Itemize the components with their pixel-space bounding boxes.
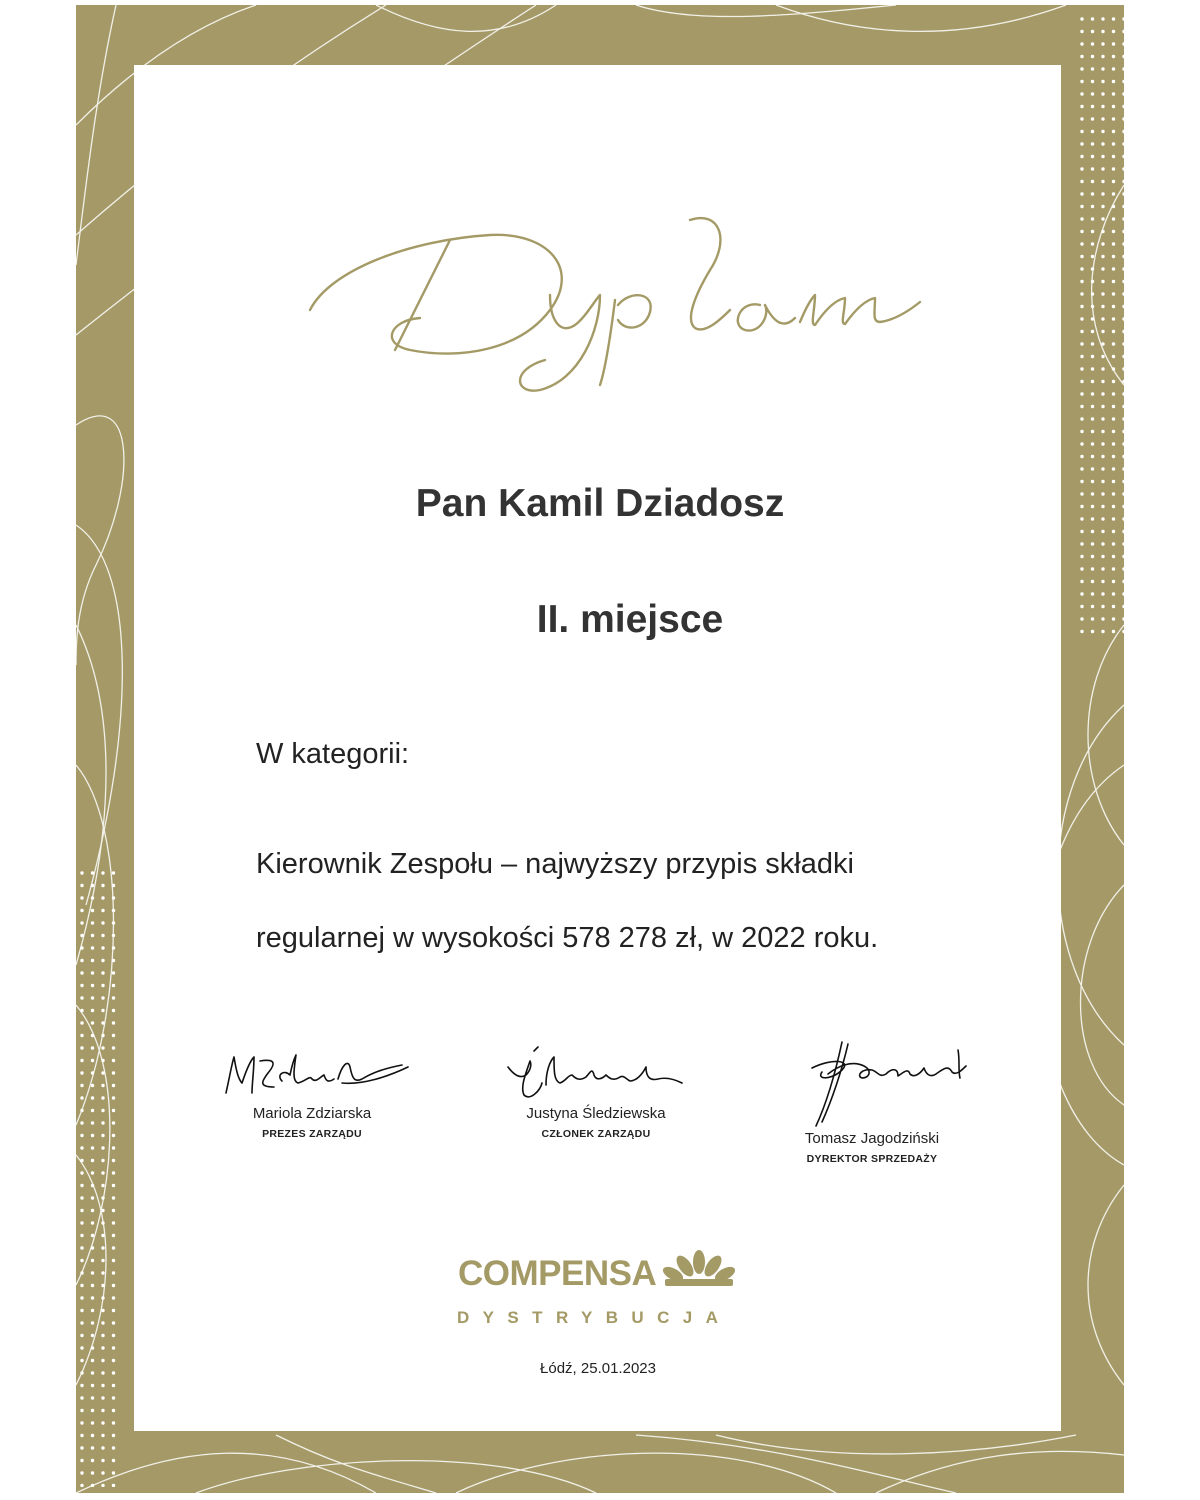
category-text-line: regularnej w wysokości 578 278 zł, w 2022 roku. xyxy=(256,922,879,954)
handwritten-signature xyxy=(772,1030,972,1130)
logo-subtitle: DYSTRYBUCJA xyxy=(457,1308,732,1327)
category-text-line: Kierownik Zespołu – najwyższy przypis składki xyxy=(256,848,854,880)
handwritten-signature xyxy=(496,1045,696,1105)
signatory xyxy=(162,1045,462,1140)
award-place: II. miejsce xyxy=(536,598,724,641)
handwritten-signature xyxy=(212,1045,412,1105)
dot-pattern-top-right xyxy=(1078,15,1124,635)
compensa-logo xyxy=(455,1250,755,1340)
logo-wordmark: COMPENSA xyxy=(458,1254,657,1293)
dot-pattern-bottom-left xyxy=(76,867,122,1487)
signatory-role: DYREKTOR SPRZEDAŻY xyxy=(806,1153,938,1165)
signatory xyxy=(446,1045,746,1140)
signatory-name: Mariola Zdziarska xyxy=(252,1105,372,1122)
shell-fan-icon xyxy=(661,1250,737,1288)
signatory xyxy=(722,1030,1022,1165)
recipient-name: Pan Kamil Dziadosz xyxy=(415,482,785,525)
signatory-name: Tomasz Jagodziński xyxy=(804,1130,940,1147)
signatory-name: Justyna Śledziewska xyxy=(526,1105,666,1122)
signatory-role: PREZES ZARZĄDU xyxy=(262,1128,362,1140)
place-and-date: Łódź, 25.01.2023 xyxy=(540,1360,656,1377)
diploma-title-script xyxy=(300,200,930,400)
category-label: W kategorii: xyxy=(256,738,410,770)
signatory-role: CZŁONEK ZARZĄDU xyxy=(541,1128,651,1140)
